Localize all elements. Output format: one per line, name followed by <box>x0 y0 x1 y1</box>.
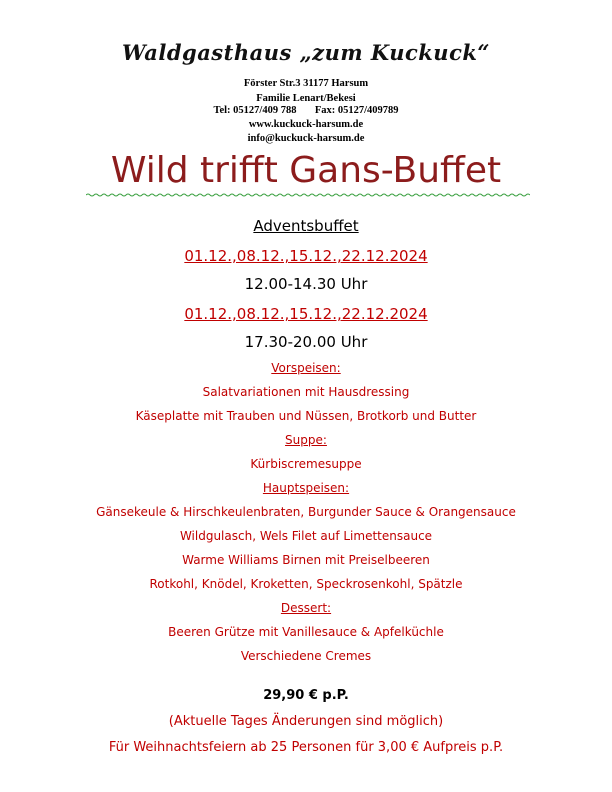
menu-item: Salatvariationen mit Hausdressing <box>202 385 410 399</box>
event-time-1: 12.00-14.30 Uhr <box>244 275 368 293</box>
menu-item: Rotkohl, Knödel, Kroketten, Speckrosenkohl, Spätzle <box>149 577 463 591</box>
menu-item: Wildgulasch, Wels Filet auf Limettensauce <box>179 529 433 543</box>
address-street: Förster Str.3 31177 Harsum <box>243 78 369 89</box>
menu-item: Käseplatte mit Trauben und Nüssen, Brotkorb und Butter <box>135 409 477 423</box>
christmas-party-note: Für Weihnachtsfeiern ab 25 Personen für 3,00 € Aufpreis p.P. <box>108 740 504 755</box>
event-time-2: 17.30-20.00 Uhr <box>244 333 368 351</box>
changes-note: (Aktuelle Tages Änderungen sind möglich) <box>168 714 444 729</box>
mains-heading: Hauptspeisen: <box>262 481 350 495</box>
menu-item: Verschiedene Cremes <box>240 649 372 663</box>
soup-heading: Suppe: <box>285 433 327 447</box>
event-subtitle: Adventsbuffet <box>253 217 359 235</box>
restaurant-logo: Waldgasthaus „zum Kuckuck“ <box>121 40 490 65</box>
address-phone-fax: Tel: 05127/409 788 Fax: 05127/409789 <box>213 105 399 116</box>
dessert-heading: Dessert: <box>280 601 332 615</box>
menu-item: Kürbiscremesuppe <box>250 457 362 471</box>
address-family: Familie Lenart/Bekesi <box>256 93 356 104</box>
menu-item: Warme Williams Birnen mit Preiselbeeren <box>182 553 430 567</box>
address-email: info@kuckuck-harsum.de <box>247 133 365 144</box>
menu-item: Gänsekeule & Hirschkeulenbraten, Burgunder Sauce & Orangensauce <box>96 505 516 519</box>
page-title: Wild trifft Gans-Buffet <box>110 150 502 191</box>
starters-heading: Vorspeisen: <box>271 361 341 375</box>
spellcheck-squiggle <box>86 193 530 197</box>
event-dates-1: 01.12.,08.12.,15.12.,22.12.2024 <box>184 247 428 265</box>
event-dates-2: 01.12.,08.12.,15.12.,22.12.2024 <box>184 305 428 323</box>
menu-item: Beeren Grütze mit Vanillesauce & Apfelküchle <box>168 625 444 639</box>
price: 29,90 € p.P. <box>263 688 349 703</box>
address-web: www.kuckuck-harsum.de <box>248 119 364 130</box>
